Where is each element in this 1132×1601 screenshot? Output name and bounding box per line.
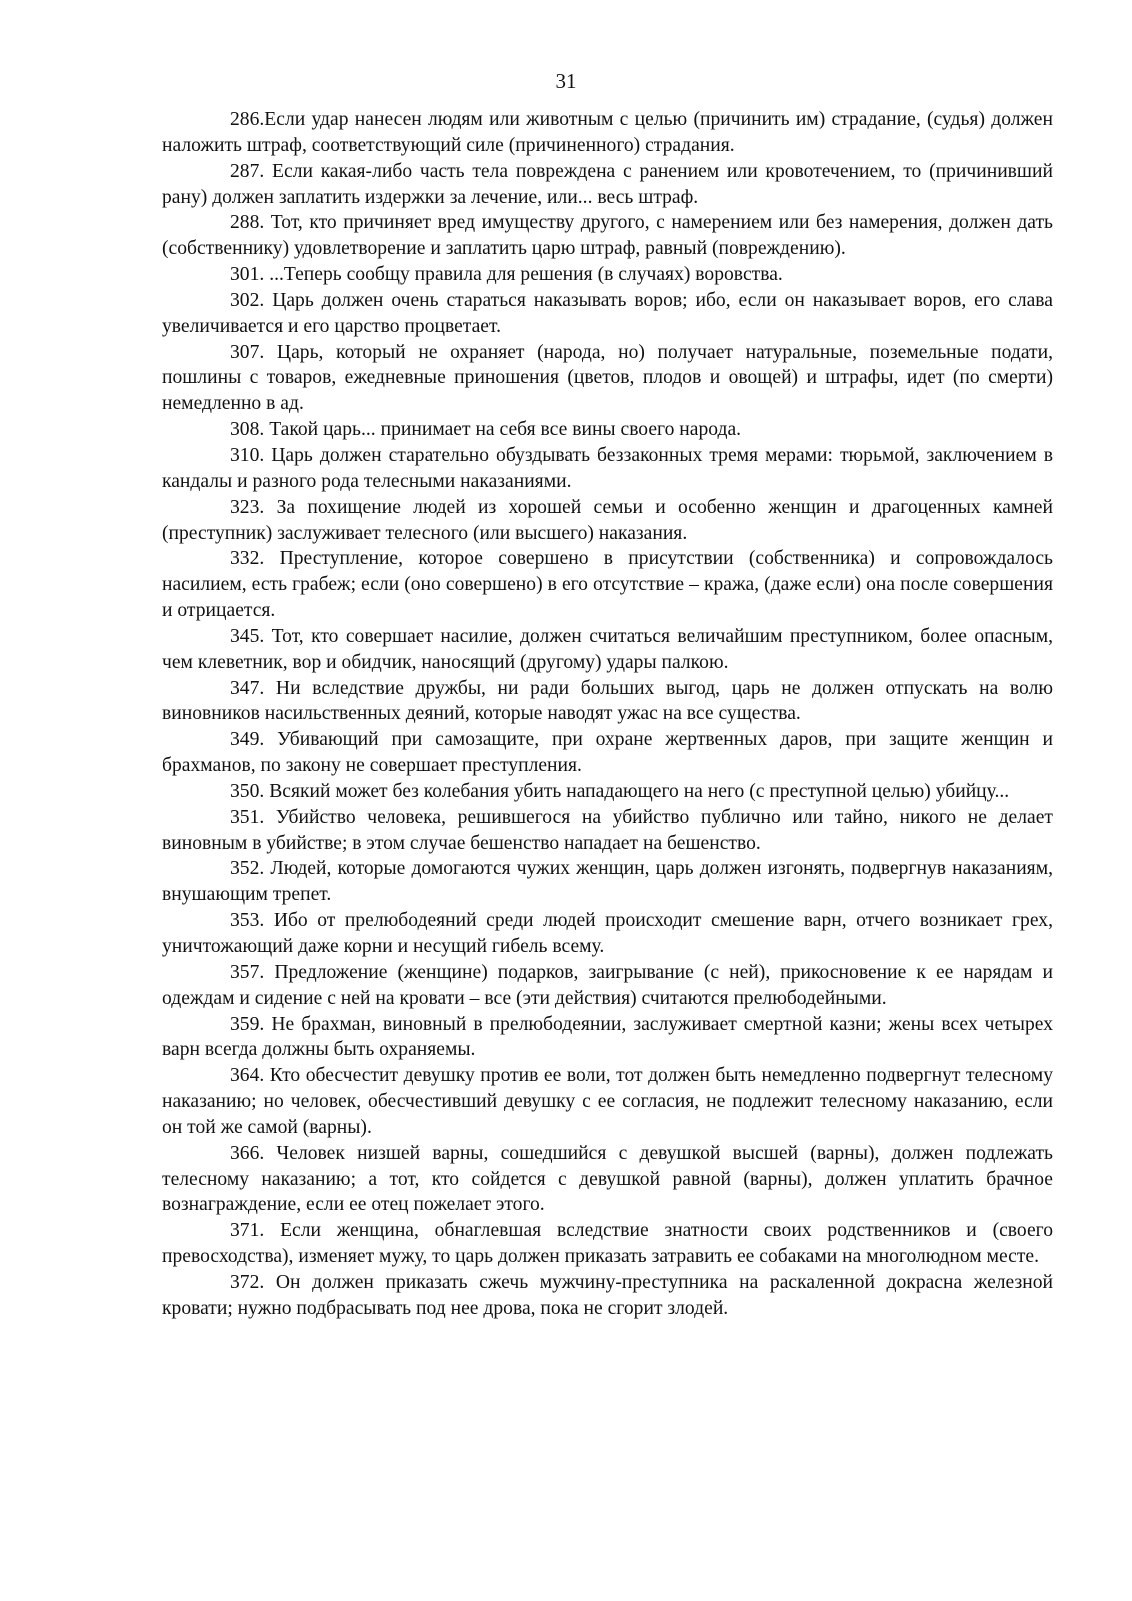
paragraph: 359. Не брахман, виновный в прелюбодеянии, заслуживает смертной казни; жены всех четырех варн всегда должны быть охраняемы. bbox=[162, 1013, 1053, 1061]
paragraph: 286.Если удар нанесен людям или животным с целью (причинить им) страдание, (судья) должен наложить штраф, соответствующий силе (причиненного) страдания. bbox=[162, 109, 1053, 156]
paragraph: 371. Если женщина, обнаглевшая вследствие знатности своих родственников и (своего превосходства), изменяет мужу, то царь должен приказать затравить ее собаками на многолюдном месте. bbox=[162, 1220, 1053, 1268]
paragraph: 366. Человек низшей варны, сошедшийся с девушкой высшей (варны), должен подлежать телесному наказанию; а тот, кто сойдется с девушкой равной (варны), должен уплатить брачное вознаграждение, если ее отец пожелает этого. bbox=[162, 1142, 1053, 1216]
paragraph: 301. ...Теперь сообщу правила для решения (в случаях) воровства. bbox=[230, 264, 783, 286]
document-body bbox=[162, 107, 1053, 1322]
paragraph: 350. Всякий может без колебания убить нападающего на него (с преступной целью) убийцу... bbox=[230, 780, 1010, 802]
page-number: 31 bbox=[555, 69, 577, 93]
paragraph: 332. Преступление, которое совершено в присутствии (собственника) и сопровождалось насилием, есть грабеж; если (оно совершено) в его отсутствие – кража, (даже если) она после совершения и отрицается. bbox=[162, 548, 1053, 622]
paragraph: 352. Людей, которые домогаются чужих женщин, царь должен изгонять, подвергнув наказаниям, внушающим трепет. bbox=[162, 858, 1053, 906]
paragraph: 349. Убивающий при самозащите, при охране жертвенных даров, при защите женщин и брахманов, по закону не совершает преступления. bbox=[162, 729, 1053, 777]
paragraph: 357. Предложение (женщине) подарков, заигрывание (с ней), прикосновение к ее нарядам и одеждам и сидение с ней на кровати – все (эти действия) считаются прелюбодейными. bbox=[162, 961, 1053, 1009]
paragraph: 287. Если какая-либо часть тела повреждена с ранением или кровотечением, то (причинивший рану) должен заплатить издержки за лечение, или... весь штраф. bbox=[162, 160, 1053, 208]
paragraph: 323. За похищение людей из хорошей семьи и особенно женщин и драгоценных камней (преступник) заслуживает телесного (или высшего) наказания. bbox=[162, 496, 1053, 544]
paragraph: 310. Царь должен старательно обуздывать беззаконных тремя мерами: тюрьмой, заключением в кандалы и разного рода телесными наказаниями. bbox=[162, 444, 1053, 492]
paragraph: 288. Тот, кто причиняет вред имуществу другого, с намерением или без намерения, должен дать (собственнику) удовлетворение и заплатить царю штраф, равный (повреждению). bbox=[162, 212, 1053, 260]
paragraph: 364. Кто обесчестит девушку против ее воли, тот должен быть немедленно подвергнут телесному наказанию; но человек, обесчестивший девушку с ее согласия, не подлежит телесному наказанию, если он той же самой (варны). bbox=[162, 1065, 1053, 1138]
paragraph: 345. Тот, кто совершает насилие, должен считаться величайшим преступником, более опасным, чем клеветник, вор и обидчик, наносящий (другому) удары палкою. bbox=[162, 625, 1053, 673]
paragraph: 351. Убийство человека, решившегося на убийство публично или тайно, никого не делает виновным в убийстве; в этом случае бешенство нападает на бешенство. bbox=[162, 806, 1053, 854]
paragraph: 302. Царь должен очень стараться наказывать воров; ибо, если он наказывает воров, его слава увеличивается и его царство процветает. bbox=[162, 289, 1053, 337]
paragraph: 347. Ни вследствие дружбы, ни ради больших выгод, царь не должен отпускать на волю виновников насильственных деяний, которые наводят ужас на все существа. bbox=[162, 677, 1053, 725]
paragraph: 372. Он должен приказать сжечь мужчину-преступника на раскаленной докрасна железной кровати; нужно подбрасывать под нее дрова, пока не сгорит злодей. bbox=[162, 1271, 1053, 1319]
paragraph: 307. Царь, который не охраняет (народа, но) получает натуральные, поземельные подати, пошлины с товаров, ежедневные приношения (цветов, плодов и овощей) и штрафы, идет (по смерти) немедленно в ад. bbox=[162, 341, 1053, 415]
paragraph: 308. Такой царь... принимает на себя все вины своего народа. bbox=[230, 419, 742, 441]
paragraph: 353. Ибо от прелюбодеяний среди людей происходит смешение варн, отчего возникает грех, уничтожающий даже корни и несущий гибель всему. bbox=[162, 910, 1053, 957]
